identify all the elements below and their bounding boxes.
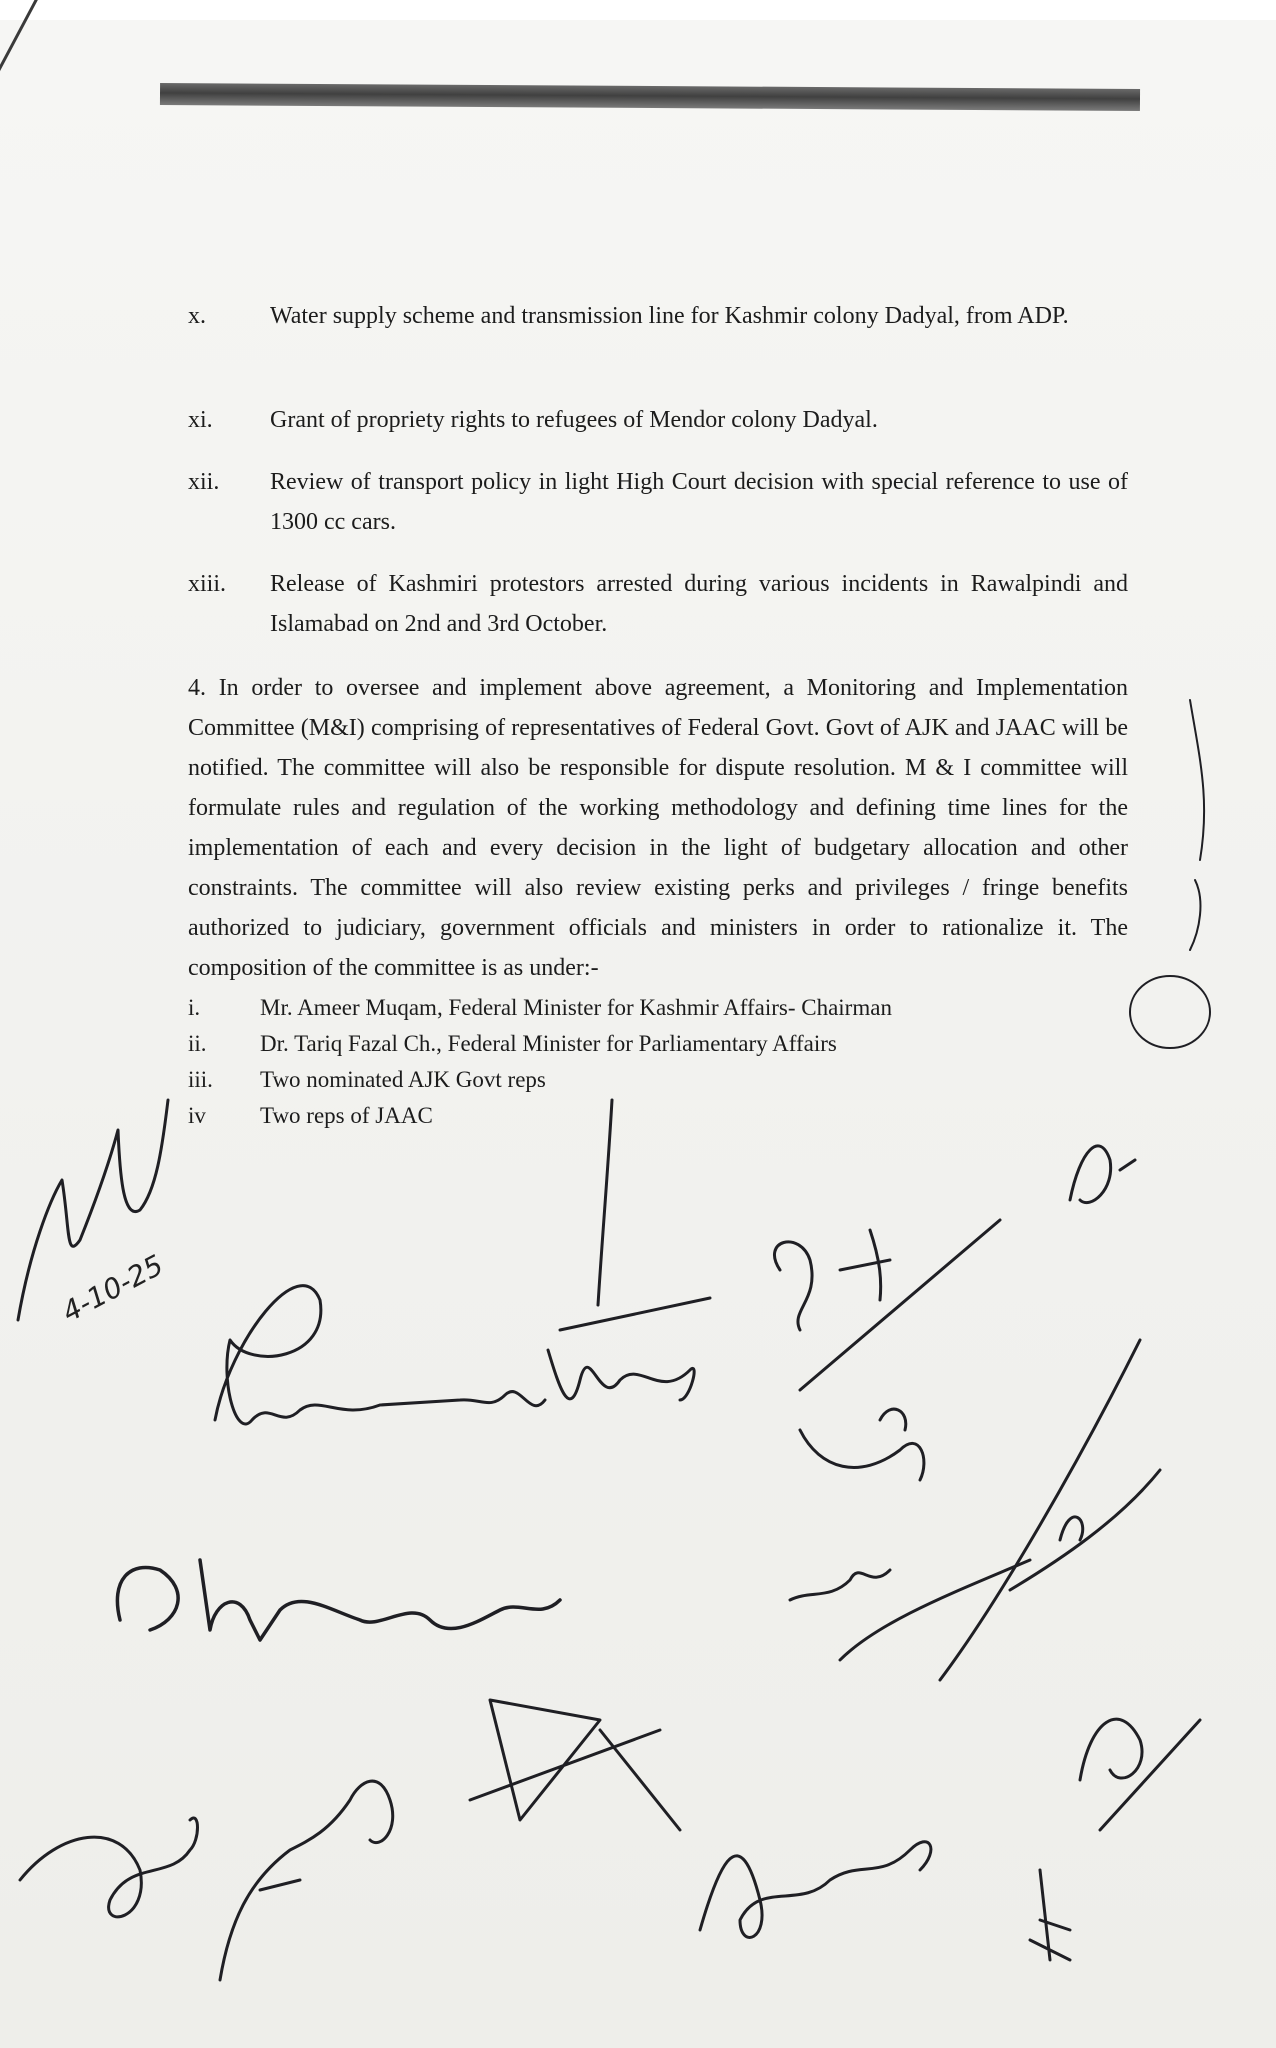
signature-stamp-bottom-right [1030, 1870, 1070, 1960]
item-text: Review of transport policy in light High Court decision with special reference to use of 1300 cc cars. [270, 469, 1128, 535]
member-number: i. [188, 995, 201, 1020]
member-number: ii. [188, 1031, 207, 1056]
list-item [188, 400, 1128, 440]
list-item [188, 564, 1128, 644]
signature-right-top [1070, 1146, 1135, 1203]
signature-swoosh-right [840, 1560, 1030, 1660]
signature-q [774, 1230, 890, 1330]
signature-long-diagonal [800, 1220, 1000, 1390]
handwritten-date: 4-10-25 [56, 1248, 169, 1329]
signature-urdu-1 [800, 1409, 924, 1480]
member-number: iii. [188, 1067, 213, 1092]
scan-header-bar [160, 83, 1140, 111]
signature-urdu-2 [1010, 1470, 1160, 1590]
list-item [188, 296, 1128, 376]
page-top-margin [0, 0, 1276, 20]
member-text: Dr. Tariq Fazal Ch., Federal Minister for Parliamentary Affairs [260, 1031, 837, 1056]
member-text: Two reps of JAAC [260, 1103, 433, 1128]
item-number: xi. [188, 407, 213, 433]
signature-right-long-diagonal [940, 1340, 1140, 1680]
signature-bottom-left-a [20, 1818, 198, 1917]
committee-paragraph: 4. In order to oversee and implement above agreement, a Monitoring and Implementation Committee (M&I) comprising of representatives of Federal Govt. Govt of AJK and JAAC will be notified. The committee will also be responsible for dispute resolution. M & I committee will formulate rules and regulation of the working methodology and defining time lines for the implementation of each and every decision in the light of budgetary allocation and other constraints. The committee will also review existing perks and privileges / fringe benefits authorized to judiciary, government officials and ministers in order to rationalize it. The composition of the committee is as under:- [188, 675, 1128, 981]
member-text: Mr. Ameer Muqam, Federal Minister for Kashmir Affairs- Chairman [260, 995, 892, 1020]
signature-fogani [548, 1350, 694, 1400]
page-fold-line [0, 0, 66, 141]
item-text: Release of Kashmiri protestors arrested during various incidents in Rawalpindi and Islamabad on 2nd and 3rd October. [270, 571, 1128, 637]
item-number: xii. [188, 469, 220, 495]
member-number: iv [188, 1103, 206, 1128]
signature-tariq-fazal [220, 1781, 393, 1980]
list-item [188, 462, 1128, 542]
item-text: Grant of propriety rights to refugees of Mendor colony Dadyal. [270, 407, 878, 433]
item-number: x. [188, 303, 206, 329]
margin-circle-stamp [1130, 976, 1210, 1048]
item-text: Water supply scheme and transmission line for Kashmir colony Dadyal, from ADP. [270, 303, 1069, 329]
signature-pervaiz [215, 1286, 545, 1424]
signature-small-mid [790, 1570, 890, 1600]
margin-mark-right [1190, 700, 1204, 950]
signature-right-bottom [1080, 1719, 1200, 1830]
member-text: Two nominated AJK Govt reps [260, 1067, 546, 1092]
signature-triangle [470, 1700, 680, 1830]
signature-aaz [700, 1842, 931, 1938]
signature-diagonal-stroke [560, 1298, 710, 1330]
signature-fe [117, 1560, 560, 1640]
signature-vertical-stroke [598, 1100, 612, 1305]
item-number: xiii. [188, 571, 227, 597]
